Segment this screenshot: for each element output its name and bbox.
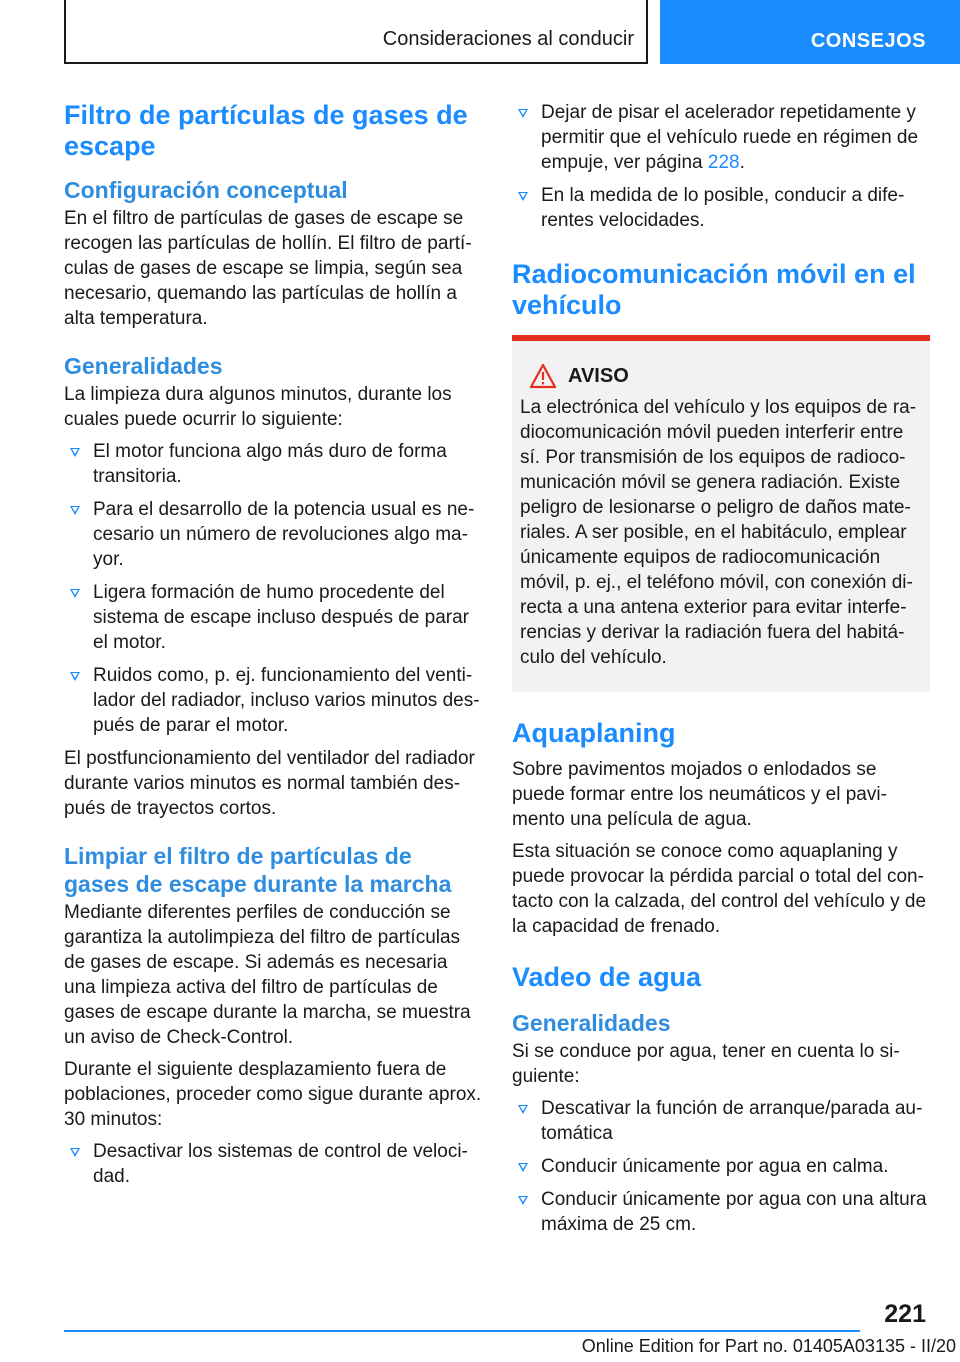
- list-item: Conducir únicamente por agua con una altura máxima de 25 cm.: [512, 1187, 930, 1237]
- bullet-triangle-icon: [70, 589, 80, 598]
- list-item: Conducir únicamente por agua en calma.: [512, 1154, 930, 1179]
- header-chapter-tab-label: CONSEJOS: [810, 30, 926, 52]
- list-item: Dejar de pisar el acelerador repetidamente y permitir que el vehículo ruede en régimen de empuje, ver página 228.: [512, 100, 930, 175]
- concept-paragraph: En el filtro de partículas de gases de escape se recogen las partículas de hollín. El filtro de partículas de gases de escape se limpia, según sea necesario, quemando las partículas de hollín a alta temperatura.: [64, 208, 472, 329]
- postrun-paragraph: El postfuncionamiento del ventilador del radiador durante varios minutos es normal también después de trayectos cortos.: [64, 748, 475, 819]
- bullet-triangle-icon: [518, 192, 528, 201]
- list-item: Ruidos como, p. ej. funcionamiento del ventilador del radiador, incluso varios minutos después de parar el motor.: [64, 663, 482, 738]
- warning-title: [520, 363, 922, 389]
- page-link-228[interactable]: 228: [707, 152, 740, 173]
- bullet-triangle-icon: [70, 672, 80, 681]
- list-item: Descativar la función de arranque/parada automática: [512, 1096, 930, 1146]
- header-chapter-tab[interactable]: [660, 0, 960, 64]
- list-item: Para el desarrollo de la potencia usual es necesario un número de revoluciones algo mayor.: [64, 497, 482, 572]
- warning-text: La electrónica del vehículo y los equipos de radiocomunicación móvil pueden interferir entre sí. Por transmisión de los equipos de radiocomunicación móvil se genera radiación. Existe peligro de lesionarse o peligro de daños materiales. A ser posible, en el habitáculo, emplear únicamente equipos de radiocomunicación móvil, p. ej., el teléfono móvil, con conexión directa a una antena exterior para evitar interferencias y derivar la radiación fuera del habitáculo del vehículo.: [520, 397, 917, 668]
- clean-list-continued: [512, 100, 930, 233]
- clean-paragraph-2: Durante el siguiente desplazamiento fuera de poblaciones, proceder como sigue durante aprox. 30 minutos:: [64, 1059, 482, 1130]
- wading-list: [512, 1096, 930, 1237]
- heading-particle-filter: Filtro de partículas de gases de escape: [64, 100, 468, 161]
- warning-triangle-icon: [530, 363, 556, 389]
- list-item: Desactivar los sistemas de control de velocidad.: [64, 1139, 482, 1189]
- bullet-triangle-icon: [518, 1163, 528, 1172]
- bullet-triangle-icon: [518, 1196, 528, 1205]
- bullet-triangle-icon: [70, 1148, 80, 1157]
- heading-general: Generalidades: [64, 353, 223, 379]
- bullet-triangle-icon: [70, 506, 80, 515]
- list-item: Ligera formación de humo procedente del sistema de escape incluso después de parar el motor.: [64, 580, 482, 655]
- wading-paragraph: Si se conduce por agua, tener en cuenta lo siguiente:: [512, 1041, 900, 1087]
- right-column: [512, 100, 930, 1245]
- warning-title-text: AVISO: [568, 364, 629, 387]
- footer-edition: Online Edition for Part no. 01405A03135 - II/20: [581, 1336, 956, 1356]
- header-section-box: [64, 0, 648, 64]
- header-section-title: Consideraciones al conducir: [382, 28, 634, 50]
- aqua-paragraph-2: Esta situación se conoce como aquaplaning y puede provocar la pérdida parcial o total del contacto con la calzada, del control del vehículo y de la capacidad de frenado.: [512, 841, 927, 937]
- list-item: En la medida de lo posible, conducir a diferentes velocidades.: [512, 183, 930, 233]
- heading-clean-filter: Limpiar el filtro de partículas de gases de escape durante la marcha: [64, 843, 452, 897]
- warning-box: [512, 335, 930, 692]
- bullet-triangle-icon: [518, 1105, 528, 1114]
- footer-divider: [64, 1330, 860, 1332]
- general-paragraph: La limpieza dura algunos minutos, durante los cuales puede ocurrir lo siguiente:: [64, 384, 452, 430]
- left-column: [64, 100, 482, 1197]
- clean-list: [64, 1139, 482, 1189]
- aqua-paragraph-1: Sobre pavimentos mojados o enlodados se puede formar entre los neumáticos y el pavimento una película de agua.: [512, 759, 887, 830]
- heading-wading: Vadeo de agua: [512, 962, 702, 992]
- heading-wading-general: Generalidades: [512, 1010, 671, 1036]
- clean-paragraph-1: Mediante diferentes perfiles de conducción se garantiza la autolimpieza del filtro de partículas de gases de escape. Si además es necesaria una limpieza activa del filtro de partículas de gases de escape durante la marcha, se muestra un aviso de Check-Control.: [64, 902, 471, 1048]
- heading-radio: Radiocomunicación móvil en el vehículo: [512, 259, 916, 320]
- page-number: 221: [884, 1300, 926, 1328]
- heading-concept: Configuración conceptual: [64, 177, 348, 203]
- heading-aquaplaning: Aquaplaning: [512, 718, 676, 748]
- bullet-triangle-icon: [518, 109, 528, 118]
- general-list: [64, 439, 482, 738]
- list-item: El motor funciona algo más duro de forma transitoria.: [64, 439, 482, 489]
- bullet-triangle-icon: [70, 448, 80, 457]
